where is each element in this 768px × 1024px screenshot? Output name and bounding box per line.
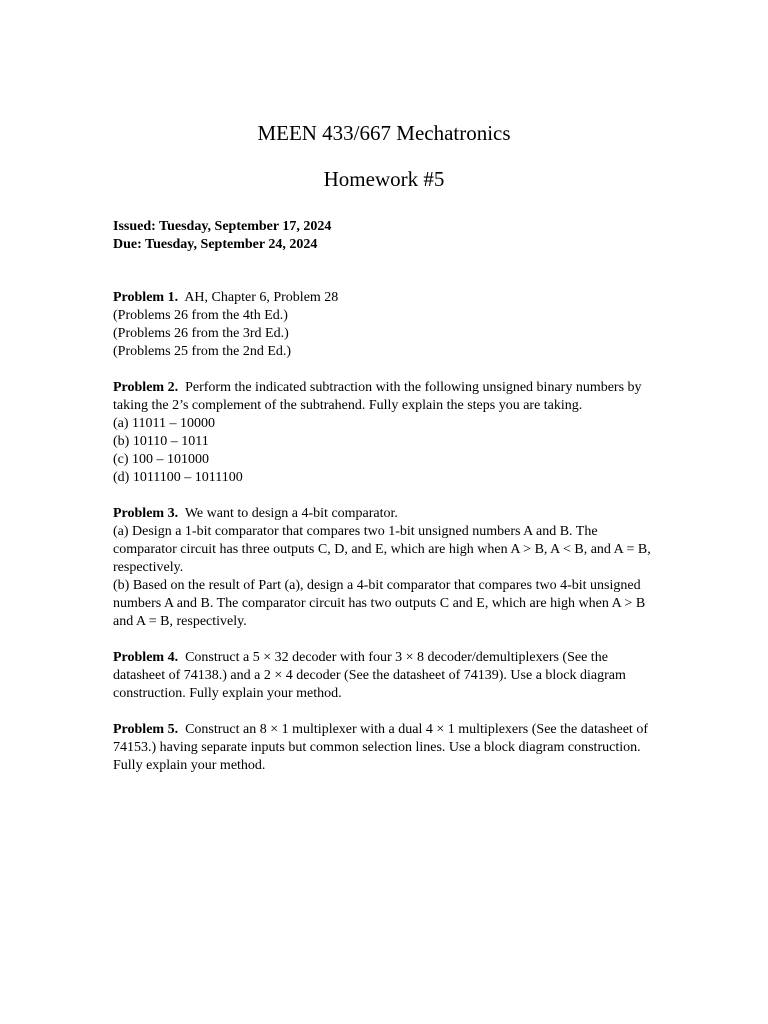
problem-3-label: Problem 3. — [113, 506, 179, 521]
problem-2-part-c: (c) 100 – 101000 — [113, 452, 210, 467]
problem-3-part-a: (a) Design a 1-bit comparator that compares two 1-bit unsigned numbers A and B. The comparator circuit has three outputs C, D, and E, which are high when A > B, A < B, and A = B, respectively. — [113, 524, 651, 575]
problem-2-statement — [113, 379, 658, 415]
problem-1-line: (Problems 26 from the 4th Ed.) — [113, 308, 288, 323]
due-date: Due: Tuesday, September 24, 2024 — [113, 237, 318, 252]
problem-1 — [113, 289, 658, 361]
problem-4 — [113, 649, 658, 703]
dates-block — [113, 218, 673, 254]
problem-3-statement — [113, 505, 658, 523]
problem-5-intro: Construct an 8 × 1 multiplexer with a dual 4 × 1 multiplexers (See the datasheet of 74153.) having separate inputs but common selection lines. Use a block diagram construction. Fully explain your method. — [113, 722, 648, 773]
problems-list — [113, 289, 658, 793]
problem-1-label: Problem 1. — [113, 290, 179, 305]
problem-1-line: (Problems 25 from the 2nd Ed.) — [113, 344, 292, 359]
course-title: MEEN 433/667 Mechatronics — [257, 121, 511, 145]
problem-4-statement — [113, 649, 658, 703]
problem-2 — [113, 379, 658, 487]
problem-3-intro: We want to design a 4-bit comparator. — [184, 506, 398, 521]
problem-1-line: (Problems 26 from the 3rd Ed.) — [113, 326, 289, 341]
problem-3-part-b: (b) Based on the result of Part (a), design a 4-bit comparator that compares two 4-bit unsigned numbers A and B. The comparator circuit has two outputs C and E, which are high when A > B and A = B, respectively. — [113, 578, 646, 629]
issued-date: Issued: Tuesday, September 17, 2024 — [113, 219, 332, 234]
problem-5 — [113, 721, 658, 775]
problem-2-part-d: (d) 1011100 – 1011100 — [113, 470, 243, 485]
problem-4-intro: Construct a 5 × 32 decoder with four 3 × 8 decoder/demultiplexers (See the datasheet of 74138.) and a 2 × 4 decoder (See the datasheet of 74139). Use a block diagram construction. Fully explain your method. — [113, 650, 626, 701]
problem-1-intro: AH, Chapter 6, Problem 28 — [184, 290, 339, 305]
problem-2-label: Problem 2. — [113, 380, 179, 395]
homework-title: Homework #5 — [323, 167, 445, 191]
problem-3 — [113, 505, 658, 631]
problem-2-part-a: (a) 11011 – 10000 — [113, 416, 215, 431]
problem-2-intro: Perform the indicated subtraction with the following unsigned binary numbers by taking the 2’s complement of the subtrahend. Fully explain the steps you are taking. — [113, 380, 642, 413]
problem-1-statement — [113, 289, 658, 307]
problem-5-statement — [113, 721, 658, 775]
problem-4-label: Problem 4. — [113, 650, 179, 665]
problem-5-label: Problem 5. — [113, 722, 179, 737]
problem-2-part-b: (b) 10110 – 1011 — [113, 434, 209, 449]
